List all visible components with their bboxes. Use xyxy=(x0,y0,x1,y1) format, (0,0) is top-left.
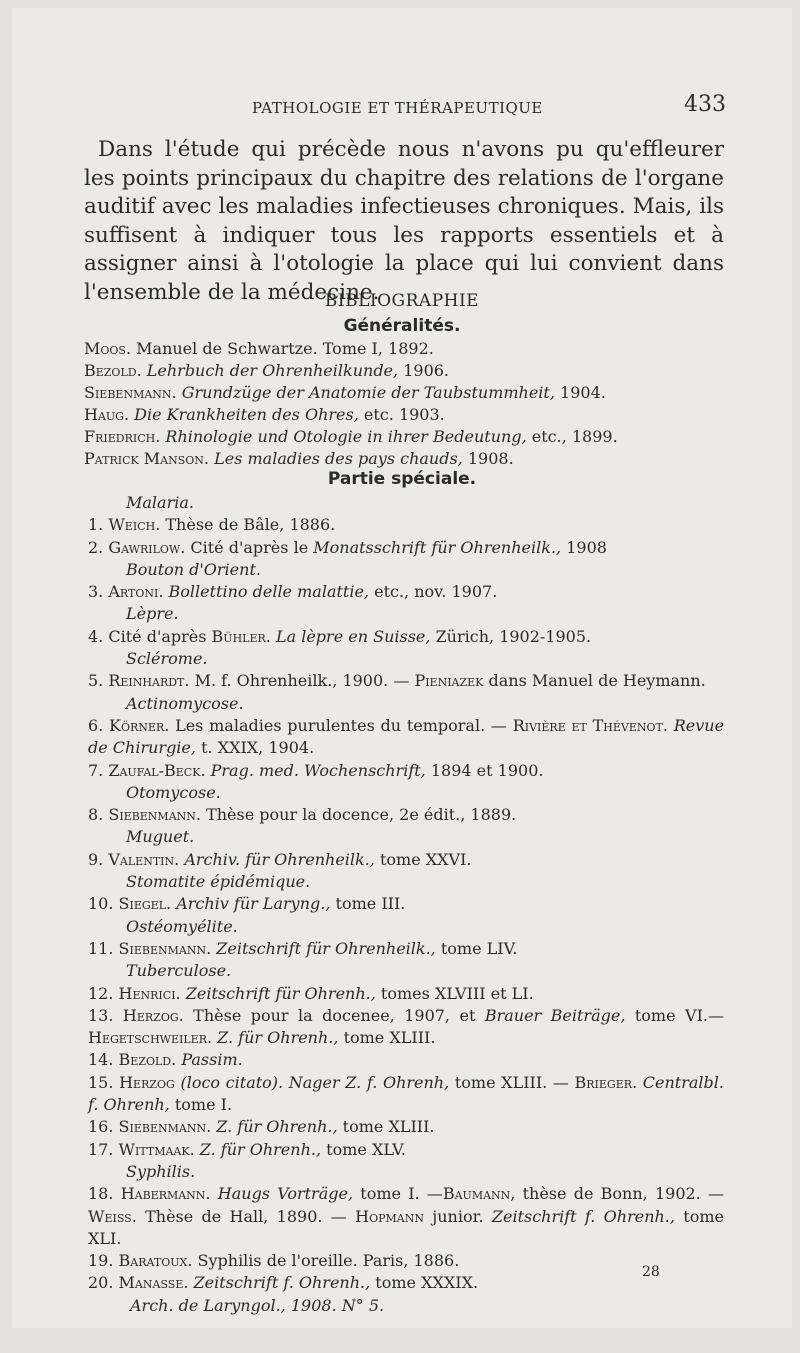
entry-number: 6. xyxy=(88,715,104,735)
general-heading: Généralités. xyxy=(343,316,461,336)
work-title: Brauer Beiträge, xyxy=(484,1005,626,1025)
ref-rest: tomes XLVIII et LI. xyxy=(380,983,534,1003)
ref-text: Les maladies purulentes du temporal. — xyxy=(175,715,507,735)
work-title: Nager Z. f. Ohrenh, xyxy=(288,1072,450,1092)
ref-rest: tome I. — xyxy=(360,1184,443,1204)
work-title: Centralbl. f. Ohrenh, xyxy=(88,1072,724,1115)
special-entry xyxy=(84,1250,724,1272)
work-title: Zeitschrift für Ohrenheilk., xyxy=(216,938,436,958)
ref-text: M. f. Ohrenheilk., 1900. — xyxy=(194,671,410,691)
special-entry xyxy=(84,804,724,826)
author: Hegetschweiler. xyxy=(88,1028,213,1048)
entry-number: 11. xyxy=(88,938,114,958)
special-entry xyxy=(84,670,724,692)
special-entry xyxy=(84,938,724,960)
entry-number: 15. xyxy=(88,1072,114,1092)
entry-number: 1. xyxy=(88,515,104,535)
document-page xyxy=(12,8,792,1328)
running-header: PATHOLOGIE ET THÉRAPEUTIQUE xyxy=(252,99,543,117)
author: Herzog xyxy=(119,1072,175,1092)
author: Baratoux. xyxy=(118,1251,193,1271)
author: Rivière et Thévenot. xyxy=(512,715,668,735)
general-list xyxy=(84,338,724,470)
ref-rest: tome XLIII. xyxy=(342,1117,435,1137)
entry-number: 3. xyxy=(88,582,104,602)
special-entry xyxy=(84,514,724,536)
general-entry xyxy=(84,426,724,448)
category-label: Otomycose. xyxy=(126,782,221,802)
work-title: Bollettino delle malattie, xyxy=(168,582,370,602)
ref-text: Cité d'après le xyxy=(190,537,309,557)
author: Pieniazek xyxy=(414,671,484,691)
special-heading: Partie spéciale. xyxy=(327,469,477,489)
special-entry xyxy=(84,1183,724,1250)
author: Herzog. xyxy=(122,1005,184,1025)
entry-number: 7. xyxy=(88,760,104,780)
entry-number: 18. xyxy=(88,1184,114,1204)
work-title: Zeitschrift f. Ohrenh., xyxy=(193,1273,371,1293)
author: Henrici. xyxy=(118,983,181,1003)
work-title: Zeitschrift f. Ohrenh., xyxy=(491,1206,675,1226)
entry-number: 2. xyxy=(88,537,104,557)
special-entry xyxy=(84,983,724,1005)
special-entry xyxy=(84,1116,724,1138)
author: Bühler. xyxy=(211,626,271,646)
entry-number: 10. xyxy=(88,894,114,914)
special-entry xyxy=(84,760,724,782)
ref-rest: Manuel de Schwartze. Tome I, 1892. xyxy=(136,339,434,358)
work-title: Les maladies des pays chauds, xyxy=(214,449,463,468)
entry-number: 19. xyxy=(88,1251,114,1271)
category-label: Sclérome. xyxy=(126,649,208,669)
ref-rest: tome III. xyxy=(335,894,406,914)
ref-text: Cité d'après xyxy=(108,626,207,646)
author: Baumann, xyxy=(442,1184,516,1204)
work-title: Revue de Chirurgie, xyxy=(88,715,725,758)
ref-rest: tome LIV. xyxy=(440,938,518,958)
general-entry xyxy=(84,338,724,360)
category-label: Lèpre. xyxy=(126,604,179,624)
author: Reinhardt. xyxy=(108,671,190,691)
category-label: Malaria. xyxy=(126,493,194,512)
work-title: Z. für Ohrenh., xyxy=(216,1117,338,1137)
ref-rest: etc., nov. 1907. xyxy=(374,582,498,602)
work-title: Archiv. für Ohrenheilk., xyxy=(184,849,375,869)
page-number: 433 xyxy=(684,92,726,117)
ref-rest: tome I. xyxy=(174,1095,233,1115)
work-title: La lèpre en Suisse, xyxy=(275,626,431,646)
work-title: Haugs Vorträge, xyxy=(217,1184,354,1204)
author: Manasse. xyxy=(118,1273,189,1293)
author: Brieger. xyxy=(574,1072,638,1092)
author: Siegel. xyxy=(118,894,172,914)
entry-number: 5. xyxy=(88,671,104,691)
ref-rest: tome XLI. xyxy=(88,1206,724,1248)
author: Gawrilow. xyxy=(108,537,186,557)
entry-number: 16. xyxy=(88,1117,114,1137)
continuation-ref: Arch. de Laryngol., 1908. N° 5. xyxy=(130,1295,385,1315)
ref-rest: tome VI.— xyxy=(634,1005,724,1025)
ref-rest: tome XLIII. xyxy=(343,1028,436,1048)
ref-text: Thèse de Hall, 1890. — xyxy=(145,1206,347,1226)
entry-number: 4. xyxy=(88,626,104,646)
category-label: Ostéomyélite. xyxy=(126,916,238,936)
bibliography-heading: BIBLIOGRAPHIE xyxy=(324,291,480,311)
entry-number: 8. xyxy=(88,805,104,825)
ref-rest: tome XLV. xyxy=(326,1139,406,1159)
work-title: Z. für Ohrenh., xyxy=(199,1139,322,1159)
author: Weich. xyxy=(108,515,161,535)
ref-rest: 1908. xyxy=(467,449,514,468)
author: Moos. xyxy=(84,339,132,358)
ref-rest: t. XXIX, 1904. xyxy=(201,738,315,758)
author: Körner. xyxy=(109,715,170,735)
category-label: Actinomycose. xyxy=(126,693,244,713)
author: Haug. xyxy=(84,405,130,424)
ref-text: Thèse pour la docenee, 1907, et xyxy=(193,1005,476,1025)
work-title: Monatsschrift für Ohrenheilk., xyxy=(313,537,562,557)
special-entry xyxy=(84,849,724,871)
author: Siebenmann. xyxy=(118,938,212,958)
author: Habermann. xyxy=(120,1184,211,1204)
entry-number: 9. xyxy=(88,849,104,869)
ref-rest: tome XXXIX. xyxy=(375,1273,479,1293)
special-entry xyxy=(84,1072,724,1117)
category-label: Stomatite épidémique. xyxy=(126,872,311,892)
special-entry xyxy=(84,715,724,760)
work-title: Prag. med. Wochenschrift, xyxy=(210,760,426,780)
general-entry xyxy=(84,404,724,426)
work-title: Archiv für Laryng., xyxy=(176,894,331,914)
ref-rest: Syphilis de l'oreille. Paris, 1886. xyxy=(197,1251,460,1271)
work-title: Lehrbuch der Ohrenheilkunde, xyxy=(146,361,399,380)
special-entry xyxy=(84,1139,724,1161)
entry-number: 17. xyxy=(88,1139,114,1159)
category-label: Muguet. xyxy=(126,827,195,847)
ref-rest: 1908 xyxy=(566,537,607,557)
ref-rest: etc., 1899. xyxy=(531,427,618,446)
signature-mark: 28 xyxy=(642,1264,660,1280)
general-entry xyxy=(84,360,724,382)
author: Zaufal-Beck. xyxy=(108,760,206,780)
ref-text: (loco citato). xyxy=(180,1072,284,1092)
ref-rest: Thèse pour la docence, 2e édit., 1889. xyxy=(206,805,517,825)
special-entry xyxy=(84,1272,724,1294)
work-title: Z. für Ohrenh., xyxy=(217,1028,339,1048)
category-label: Tuberculose. xyxy=(126,961,232,981)
entry-number: 12. xyxy=(88,983,114,1003)
author: Hopmann xyxy=(355,1206,424,1226)
entry-number: 20. xyxy=(88,1273,114,1293)
author: Wittmaak. xyxy=(118,1139,195,1159)
work-title: Die Krankheiten des Ohres, xyxy=(134,405,359,424)
special-list xyxy=(84,492,724,1317)
author: Siebenmann. xyxy=(84,383,177,402)
author: Siebenmann. xyxy=(118,1117,212,1137)
ref-rest: 1894 et 1900. xyxy=(430,760,544,780)
general-entry xyxy=(84,448,724,470)
author: Patrick Manson. xyxy=(84,449,210,468)
entry-number: 14. xyxy=(88,1050,114,1070)
ref-rest: Thèse de Bâle, 1886. xyxy=(165,515,336,535)
special-entry xyxy=(84,1049,724,1071)
ref-rest: dans Manuel de Heymann. xyxy=(488,671,706,691)
intro-paragraph: Dans l'étude qui précède nous n'avons pu qu'effleurer les points principaux du chapitre des relations de l'organe auditif avec les maladies infectieuses chroniques. Mais, ils suffisent à indiquer tous les rapports essentiels et à assigner ainsi à l'otologie la place qui lui convient dans l'ensemble de la médecine. xyxy=(84,137,724,305)
general-entry xyxy=(84,382,724,404)
ref-rest: etc. 1903. xyxy=(363,405,445,424)
ref-text: thèse de Bonn, 1902. — xyxy=(522,1184,724,1204)
special-entry xyxy=(84,537,724,559)
work-title: Rhinologie und Otologie in ihrer Bedeutung, xyxy=(165,427,527,446)
ref-rest: 1904. xyxy=(560,383,606,402)
author: Siebenmann. xyxy=(108,805,201,825)
ref-rest: tome XXVI. xyxy=(379,849,472,869)
category-label: Bouton d'Orient. xyxy=(126,559,261,579)
work-title: Grundzüge der Anatomie der Taubstummheit, xyxy=(181,383,555,402)
ref-rest: tome XLIII. — xyxy=(454,1072,569,1092)
ref-rest: Zürich, 1902-1905. xyxy=(435,626,592,646)
author: Bezold. xyxy=(84,361,142,380)
special-entry xyxy=(84,893,724,915)
author: Friedrich. xyxy=(84,427,161,446)
author: Bezold. xyxy=(118,1050,177,1070)
special-entry xyxy=(84,1005,724,1050)
special-entry xyxy=(84,626,724,648)
ref-text: junior. xyxy=(432,1206,484,1226)
work-title: Passim. xyxy=(181,1050,243,1070)
special-entry xyxy=(84,581,724,603)
category-label: Syphilis. xyxy=(126,1161,196,1181)
author: Artoni. xyxy=(108,582,164,602)
author: Valentin. xyxy=(108,849,180,869)
entry-number: 13. xyxy=(88,1005,114,1025)
ref-rest: 1906. xyxy=(403,361,450,380)
work-title: Zeitschrift für Ohrenh., xyxy=(185,983,376,1003)
author: Weiss. xyxy=(88,1206,137,1226)
